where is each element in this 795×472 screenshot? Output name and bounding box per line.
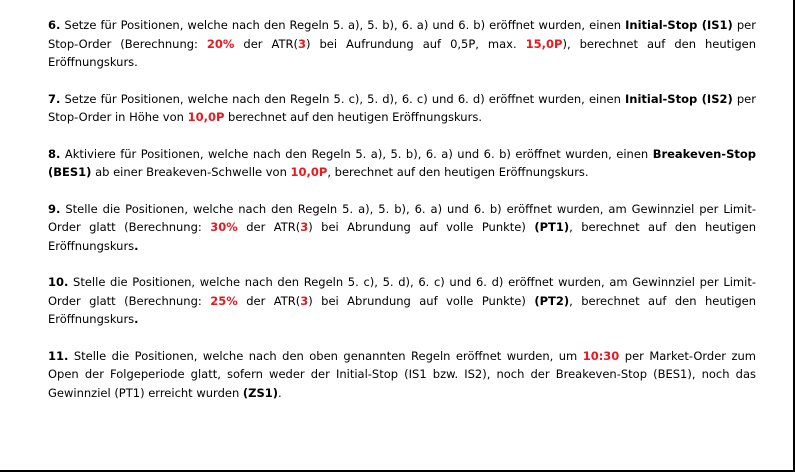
rule-value: 30%	[210, 220, 238, 234]
rule-text: der ATR(	[237, 293, 301, 308]
rule-value: 3	[300, 220, 309, 234]
rule-paragraph-10	[48, 273, 756, 329]
rule-text: per Stop-Order (Berechnung:	[48, 18, 756, 51]
rule-number: 6.	[48, 18, 61, 32]
rule-text: per Market-Order zum Open der Folgeperiode glatt, sofern weder der Initial-Stop (IS1 bzw. IS2), noch der Breakeven-Stop (BES1), noch das Gewinnziel (PT1) erreicht wurden	[48, 348, 756, 400]
rule-number: 9.	[48, 201, 61, 216]
rule-text: Setze für Positionen, welche nach den Regeln 5. a), 5. b), 6. a) und 6. b) eröffnet wurden, einen	[60, 18, 626, 32]
rule-term: (PT2)	[534, 293, 570, 308]
rule-value: 3	[300, 293, 309, 308]
rule-value: 25%	[210, 293, 238, 308]
rule-paragraph-6	[48, 16, 756, 72]
rule-text: .	[278, 385, 282, 400]
rule-text: ) bei Abrundung auf volle Punkte)	[308, 293, 535, 308]
rules-document	[48, 16, 756, 420]
rule-term: .	[134, 238, 139, 253]
rule-text: Stelle die Positionen, welche nach den oben genannten Regeln eröffnet wurden, um	[68, 348, 583, 363]
rule-text: ) bei Abrundung auf volle Punkte)	[308, 220, 535, 234]
rule-text: Stelle die Positionen, welche nach den Regeln 5. a), 5. b), 6. a) und 6. b) eröffnet wurden, am Gewinnziel per Limit-Order glatt (Berechnung:	[48, 201, 756, 234]
rule-text: per Stop-Order in Höhe von	[48, 91, 756, 124]
rule-number: 8.	[48, 146, 61, 161]
rule-value: 10,0P	[187, 110, 225, 124]
rule-text: ) bei Aufrundung auf 0,5P, max.	[306, 36, 526, 51]
rule-text: ab einer Breakeven-Schwelle von	[91, 165, 291, 179]
rule-paragraph-8	[48, 145, 756, 182]
rule-value: 10:30	[582, 348, 620, 363]
rule-number: 11.	[48, 348, 69, 363]
rule-term: Initial-Stop (IS2)	[624, 91, 733, 106]
rule-text: Setze für Positionen, welche nach den Regeln 5. c), 5. d), 6. c) und 6. d) eröffnet wurden, einen	[60, 91, 625, 106]
rule-value: 10,0P	[290, 165, 328, 179]
rule-text: berechnet auf den heutigen Eröffnungskurs.	[224, 110, 482, 124]
rule-text: , berechnet auf den heutigen Eröffnungskurs	[48, 220, 756, 253]
rule-term: .	[134, 312, 139, 326]
rule-paragraph-9	[48, 200, 756, 256]
rule-text: Aktiviere für Positionen, welche nach den Regeln 5. a), 5. b), 6. a) und 6. b) eröffnet wurden, einen	[60, 146, 653, 161]
rule-text: , berechnet auf den heutigen Eröffnungskurs.	[327, 165, 589, 179]
rule-number: 10.	[48, 275, 69, 289]
rule-value: 15,0P	[525, 36, 563, 51]
rule-text: der ATR(	[234, 36, 298, 51]
rule-term: (ZS1)	[242, 385, 279, 400]
rule-term: (PT1)	[534, 220, 570, 234]
rule-text: ), berechnet auf den heutigen Eröffnungskurs.	[48, 36, 757, 69]
rule-paragraph-11	[48, 347, 756, 403]
rule-text: der ATR(	[237, 220, 301, 234]
rule-term: Initial-Stop (IS1)	[625, 18, 733, 32]
rule-text: , berechnet auf den heutigen Eröffnungskurs	[48, 293, 756, 326]
rule-number: 7.	[48, 91, 61, 106]
rule-paragraph-7	[48, 90, 756, 127]
rule-value: 20%	[206, 36, 235, 51]
rule-value: 3	[298, 36, 307, 51]
rule-text: Stelle die Positionen, welche nach den Regeln 5. c), 5. d), 6. c) und 6. d) eröffnet wurden, am Gewinnziel per Limit-Order glatt (Berechnung:	[48, 275, 756, 308]
rule-term: Breakeven-Stop (BES1)	[48, 146, 756, 179]
